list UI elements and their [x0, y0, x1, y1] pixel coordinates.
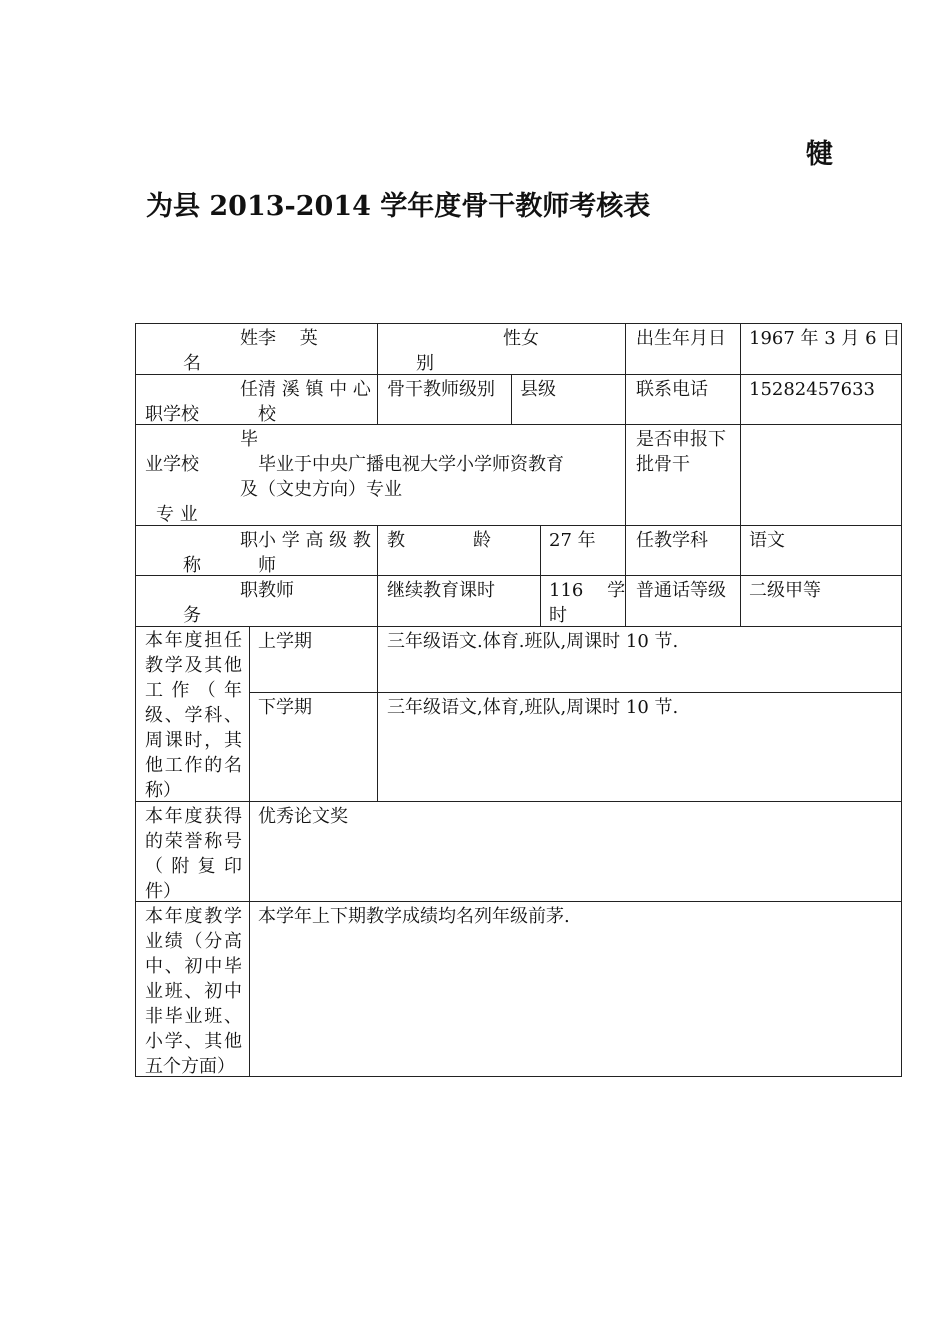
graduation-label: 业学校: [145, 454, 199, 475]
continuing-education-value: 时: [549, 605, 567, 626]
teacher-level-value: 县级: [520, 379, 556, 400]
table-rule: [511, 374, 512, 424]
work-label: 本年度担任教学及其他工作（年级、学科、周课时，其他工作的名称）: [145, 630, 242, 801]
graduation-value: 及（文史方向）专业: [240, 479, 402, 500]
post-label: 务: [183, 605, 201, 626]
teaching-years-value: 27 年: [549, 530, 596, 551]
phone-value: 15282457633: [749, 379, 875, 400]
first-term-label: 上学期: [258, 631, 312, 652]
assessment-form-table: [135, 323, 902, 1077]
school-label: 任: [240, 379, 258, 400]
first-term-value: 三年级语文.体育.班队,周课时 10 节.: [387, 631, 679, 652]
gender-label: 别: [416, 353, 434, 374]
mandarin-level-value: 二级甲等: [749, 580, 821, 601]
table-rule: [135, 323, 136, 1077]
subject-value: 语文: [749, 530, 785, 551]
second-term-value: 三年级语文,体育,班队,周课时 10 节.: [387, 697, 679, 718]
document-title-first-char: 犍: [806, 139, 833, 170]
next-batch-label: 批骨干: [636, 454, 690, 475]
school-label: 职学校: [145, 404, 199, 425]
major-label: 专 业: [156, 504, 198, 525]
name-label: 名: [183, 353, 201, 374]
graduation-label: 毕: [240, 429, 258, 450]
name-label: 姓: [240, 328, 258, 349]
honor-label: 本年度获得的荣誉称号（附复印件）: [145, 806, 242, 902]
performance-label: 本年度教学业绩（分高中、初中毕业班、初中非毕业班、小学、其他五个方面）: [145, 906, 242, 1077]
gender-label: 性: [503, 328, 521, 349]
table-rule: [135, 901, 902, 902]
table-rule: [135, 626, 902, 627]
school-value: 清 溪 镇 中 心: [258, 379, 371, 400]
table-rule: [540, 525, 541, 626]
job-title-value: 小 学 高 级 教: [258, 530, 371, 551]
continuing-education-label: 继续教育课时: [387, 580, 495, 601]
job-title-label: 职: [240, 530, 258, 551]
table-rule: [377, 626, 378, 801]
second-term-label: 下学期: [258, 697, 312, 718]
name-value: 李 英: [258, 328, 318, 349]
birth-label: 出生年月日: [636, 328, 726, 349]
mandarin-level-label: 普通话等级: [636, 580, 726, 601]
next-batch-label: 是否申报下: [636, 429, 726, 450]
table-rule: [901, 323, 902, 1077]
graduation-value: 毕业于中央广播电视大学小学师资教育: [258, 454, 564, 475]
document-title: 为县 2013-2014 学年度骨干教师考核表: [146, 191, 651, 222]
birth-value: 1967 年 3 月 6 日: [749, 328, 901, 349]
post-label: 职: [240, 580, 258, 601]
table-rule: [135, 424, 902, 425]
table-rule: [625, 323, 626, 626]
post-value: 教师: [258, 580, 294, 601]
table-rule: [249, 626, 250, 1077]
table-rule: [249, 692, 902, 693]
table-rule: [135, 374, 902, 375]
subject-label: 任教学科: [636, 530, 708, 551]
table-rule: [377, 525, 378, 626]
teaching-years-label: 教: [387, 530, 405, 551]
continuing-education-value: 116 学: [549, 580, 626, 601]
teacher-level-label: 骨干教师级别: [387, 379, 495, 400]
honor-value: 优秀论文奖: [258, 806, 348, 827]
table-rule: [135, 323, 902, 324]
performance-value: 本学年上下期教学成绩均名列年级前茅.: [258, 906, 570, 927]
table-rule: [135, 801, 902, 802]
table-rule: [135, 575, 902, 576]
teaching-years-label: 龄: [473, 530, 491, 551]
table-rule: [135, 1076, 902, 1077]
table-rule: [740, 323, 741, 626]
table-rule: [377, 323, 378, 424]
gender-value: 女: [521, 328, 539, 349]
school-value: 校: [258, 404, 276, 425]
job-title-label: 称: [183, 555, 201, 576]
phone-label: 联系电话: [636, 379, 708, 400]
job-title-value: 师: [258, 555, 276, 576]
table-rule: [135, 525, 902, 526]
